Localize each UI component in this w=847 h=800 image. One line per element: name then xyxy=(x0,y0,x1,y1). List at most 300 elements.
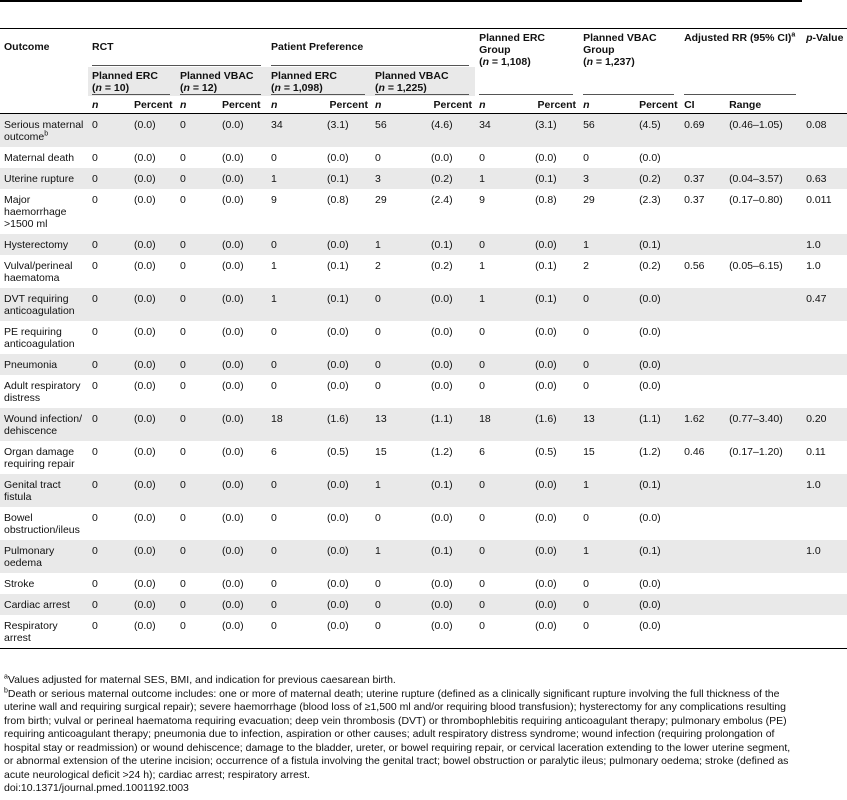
cell-grp-vbac-n: 13 xyxy=(579,408,635,441)
header-planned-vbac-group xyxy=(579,29,680,97)
table-row xyxy=(0,375,847,408)
cell-grp-erc-pct: (0.0) xyxy=(531,615,579,649)
cell-grp-vbac-n: 15 xyxy=(579,441,635,474)
cell-grp-vbac-pct: (0.1) xyxy=(635,474,680,507)
row-outcome xyxy=(0,147,88,168)
header-n-italic: n xyxy=(482,56,489,68)
cell-grp-erc-pct: (0.5) xyxy=(531,441,579,474)
cell-rct-vbac-n: 0 xyxy=(176,234,218,255)
row-outcome-label: Bowel obstruction/ileus xyxy=(4,512,80,536)
cell-rct-erc-n: 0 xyxy=(88,507,130,540)
cell-pp-vbac-pct: (0.0) xyxy=(427,507,475,540)
header-percent: Percent xyxy=(323,96,371,114)
header-n-italic: n xyxy=(375,99,382,111)
footnote-b-mark: b xyxy=(4,687,8,694)
header-range: Range xyxy=(725,96,802,114)
cell-grp-vbac-n: 0 xyxy=(579,354,635,375)
table-row xyxy=(0,594,847,615)
cell-pp-erc-pct: (0.0) xyxy=(323,147,371,168)
cell-rct-erc-pct: (0.0) xyxy=(130,168,176,189)
cell-rr-ci: 0.46 xyxy=(680,441,725,474)
cell-rr-ci xyxy=(680,594,725,615)
cell-grp-erc-pct: (0.0) xyxy=(531,375,579,408)
cell-grp-erc-n: 1 xyxy=(475,168,531,189)
cell-rr-ci xyxy=(680,375,725,408)
cell-pp-vbac-n: 0 xyxy=(371,321,427,354)
header-n xyxy=(475,96,531,114)
header-n-italic: n xyxy=(586,56,593,68)
cell-rct-vbac-pct: (0.0) xyxy=(218,189,267,234)
cell-grp-erc-n: 0 xyxy=(475,573,531,594)
cell-rct-erc-n: 0 xyxy=(88,375,130,408)
header-rct-planned-vbac xyxy=(176,67,267,96)
cell-pp-erc-n: 1 xyxy=(267,288,323,321)
cell-pp-erc-pct: (0.0) xyxy=(323,594,371,615)
cell-grp-erc-n: 0 xyxy=(475,615,531,649)
row-outcome-label: Organ damage requiring repair xyxy=(4,446,75,470)
cell-pp-erc-n: 0 xyxy=(267,540,323,573)
cell-grp-erc-n: 1 xyxy=(475,255,531,288)
cell-rct-erc-pct: (0.0) xyxy=(130,234,176,255)
cell-rr-ci xyxy=(680,234,725,255)
cell-rr-ci: 1.62 xyxy=(680,408,725,441)
cell-pp-vbac-pct: (1.2) xyxy=(427,441,475,474)
cell-rct-vbac-pct: (0.0) xyxy=(218,288,267,321)
table-row xyxy=(0,540,847,573)
cell-p-value xyxy=(802,375,847,408)
cell-pp-vbac-pct: (0.1) xyxy=(427,540,475,573)
header-n-italic: n xyxy=(479,99,486,111)
cell-p-value xyxy=(802,594,847,615)
cell-rr-ci xyxy=(680,615,725,649)
header-n-value: = 1,098) xyxy=(280,82,323,94)
header-label: Planned VBAC xyxy=(180,70,254,82)
cell-grp-vbac-n: 0 xyxy=(579,288,635,321)
cell-pp-vbac-pct: (0.0) xyxy=(427,321,475,354)
cell-pp-erc-n: 0 xyxy=(267,573,323,594)
row-outcome xyxy=(0,474,88,507)
header-percent: Percent xyxy=(130,96,176,114)
row-outcome xyxy=(0,321,88,354)
cell-rct-vbac-pct: (0.0) xyxy=(218,375,267,408)
cell-pp-vbac-pct: (0.0) xyxy=(427,573,475,594)
header-percent: Percent xyxy=(218,96,267,114)
cell-grp-erc-n: 6 xyxy=(475,441,531,474)
header-row-3 xyxy=(0,96,847,114)
table-row xyxy=(0,234,847,255)
cell-rct-erc-n: 0 xyxy=(88,441,130,474)
table-top-rule xyxy=(0,0,802,2)
table-row xyxy=(0,168,847,189)
cell-grp-erc-n: 0 xyxy=(475,507,531,540)
cell-grp-erc-pct: (0.0) xyxy=(531,507,579,540)
header-planned-erc-group-label: Planned ERC Group xyxy=(479,32,545,56)
cell-rr-range: (0.77–3.40) xyxy=(725,408,802,441)
cell-p-value: 0.08 xyxy=(802,114,847,148)
cell-grp-erc-pct: (0.1) xyxy=(531,255,579,288)
cell-pp-vbac-pct: (0.0) xyxy=(427,147,475,168)
cell-rct-vbac-pct: (0.0) xyxy=(218,594,267,615)
cell-pp-erc-pct: (0.0) xyxy=(323,507,371,540)
row-outcome-label: Hysterectomy xyxy=(4,239,69,251)
cell-pp-erc-pct: (0.0) xyxy=(323,540,371,573)
cell-p-value xyxy=(802,354,847,375)
cell-pp-vbac-n: 0 xyxy=(371,375,427,408)
cell-pp-vbac-pct: (0.2) xyxy=(427,255,475,288)
cell-grp-vbac-n: 1 xyxy=(579,474,635,507)
cell-pp-erc-pct: (0.8) xyxy=(323,189,371,234)
cell-grp-vbac-pct: (4.5) xyxy=(635,114,680,148)
cell-rct-vbac-n: 0 xyxy=(176,540,218,573)
cell-grp-vbac-n: 0 xyxy=(579,147,635,168)
cell-pp-vbac-n: 0 xyxy=(371,615,427,649)
cell-rr-ci: 0.56 xyxy=(680,255,725,288)
cell-rct-vbac-pct: (0.0) xyxy=(218,474,267,507)
header-pp-planned-erc xyxy=(267,67,371,96)
cell-grp-vbac-n: 0 xyxy=(579,573,635,594)
cell-rct-erc-n: 0 xyxy=(88,573,130,594)
cell-grp-vbac-n: 0 xyxy=(579,321,635,354)
cell-grp-erc-n: 0 xyxy=(475,234,531,255)
cell-rr-range xyxy=(725,321,802,354)
header-n-open: ( xyxy=(271,82,275,94)
cell-p-value: 1.0 xyxy=(802,540,847,573)
cell-rr-range: (0.04–3.57) xyxy=(725,168,802,189)
cell-grp-erc-n: 0 xyxy=(475,375,531,408)
cell-rr-range xyxy=(725,147,802,168)
header-planned-erc-group xyxy=(475,29,579,97)
cell-pp-erc-pct: (0.1) xyxy=(323,255,371,288)
cell-rct-erc-n: 0 xyxy=(88,474,130,507)
cell-pp-erc-n: 0 xyxy=(267,354,323,375)
header-n-open: ( xyxy=(180,82,184,94)
cell-pp-erc-pct: (0.0) xyxy=(323,234,371,255)
cell-grp-vbac-pct: (0.1) xyxy=(635,234,680,255)
cell-p-value xyxy=(802,573,847,594)
cell-rct-vbac-n: 0 xyxy=(176,288,218,321)
header-p-italic: p xyxy=(806,32,813,44)
cell-rr-ci xyxy=(680,573,725,594)
cell-rr-range xyxy=(725,594,802,615)
cell-rct-vbac-pct: (0.0) xyxy=(218,540,267,573)
cell-p-value: 1.0 xyxy=(802,234,847,255)
cell-rr-ci xyxy=(680,147,725,168)
cell-grp-vbac-n: 1 xyxy=(579,234,635,255)
cell-rct-vbac-pct: (0.0) xyxy=(218,147,267,168)
table-row xyxy=(0,147,847,168)
cell-rct-vbac-n: 0 xyxy=(176,114,218,148)
row-outcome-label: Uterine rupture xyxy=(4,173,75,185)
cell-grp-vbac-pct: (0.0) xyxy=(635,507,680,540)
cell-grp-vbac-pct: (0.0) xyxy=(635,615,680,649)
cell-p-value xyxy=(802,147,847,168)
cell-pp-erc-n: 0 xyxy=(267,474,323,507)
header-outcome: Outcome xyxy=(0,29,88,114)
cell-pp-erc-n: 18 xyxy=(267,408,323,441)
header-n-italic: n xyxy=(378,82,385,94)
footnote-a xyxy=(4,674,800,688)
cell-rct-vbac-n: 0 xyxy=(176,408,218,441)
header-n-italic: n xyxy=(180,99,187,111)
cell-pp-erc-n: 0 xyxy=(267,594,323,615)
cell-grp-erc-n: 0 xyxy=(475,147,531,168)
table-row xyxy=(0,507,847,540)
row-outcome xyxy=(0,375,88,408)
cell-grp-vbac-pct: (0.0) xyxy=(635,375,680,408)
header-n-open: ( xyxy=(479,56,483,68)
cell-grp-erc-pct: (0.1) xyxy=(531,288,579,321)
table-row xyxy=(0,255,847,288)
cell-rct-erc-pct: (0.0) xyxy=(130,321,176,354)
cell-rr-range: (0.46–1.05) xyxy=(725,114,802,148)
header-n-value: = 1,108) xyxy=(488,56,531,68)
cell-rct-vbac-n: 0 xyxy=(176,168,218,189)
cell-pp-vbac-pct: (0.0) xyxy=(427,594,475,615)
cell-rct-vbac-pct: (0.0) xyxy=(218,408,267,441)
header-n-value: = 10) xyxy=(101,82,130,94)
cell-pp-vbac-n: 1 xyxy=(371,234,427,255)
header-label: Planned ERC xyxy=(92,70,158,82)
cell-p-value: 1.0 xyxy=(802,474,847,507)
cell-rct-erc-pct: (0.0) xyxy=(130,573,176,594)
cell-pp-erc-pct: (0.5) xyxy=(323,441,371,474)
header-n-value: = 1,225) xyxy=(384,82,427,94)
cell-rr-ci xyxy=(680,540,725,573)
cell-rct-erc-n: 0 xyxy=(88,234,130,255)
row-outcome-label: PE requiring anticoagulation xyxy=(4,326,75,350)
cell-pp-vbac-pct: (2.4) xyxy=(427,189,475,234)
cell-pp-vbac-n: 1 xyxy=(371,540,427,573)
cell-grp-vbac-n: 56 xyxy=(579,114,635,148)
cell-rct-erc-n: 0 xyxy=(88,168,130,189)
cell-rr-range: (0.17–0.80) xyxy=(725,189,802,234)
cell-rct-erc-n: 0 xyxy=(88,321,130,354)
cell-rct-vbac-n: 0 xyxy=(176,189,218,234)
cell-grp-vbac-n: 0 xyxy=(579,507,635,540)
header-n-open: ( xyxy=(375,82,379,94)
cell-pp-erc-pct: (0.0) xyxy=(323,354,371,375)
cell-pp-vbac-n: 0 xyxy=(371,354,427,375)
cell-p-value xyxy=(802,615,847,649)
cell-pp-vbac-n: 0 xyxy=(371,288,427,321)
cell-pp-vbac-pct: (0.1) xyxy=(427,474,475,507)
row-outcome xyxy=(0,441,88,474)
cell-pp-erc-n: 0 xyxy=(267,234,323,255)
table-row xyxy=(0,189,847,234)
cell-grp-vbac-pct: (0.0) xyxy=(635,288,680,321)
cell-pp-vbac-n: 3 xyxy=(371,168,427,189)
cell-pp-erc-pct: (0.1) xyxy=(323,168,371,189)
row-outcome-label: Vulval/perineal haematoma xyxy=(4,260,73,284)
cell-rct-erc-pct: (0.0) xyxy=(130,408,176,441)
cell-rct-erc-pct: (0.0) xyxy=(130,594,176,615)
header-rct-planned-erc xyxy=(88,67,176,96)
header-percent: Percent xyxy=(635,96,680,114)
header-row-1 xyxy=(0,29,847,68)
header-rct: RCT xyxy=(88,29,267,68)
cell-grp-erc-pct: (0.0) xyxy=(531,474,579,507)
cell-grp-erc-n: 0 xyxy=(475,594,531,615)
cell-pp-erc-n: 1 xyxy=(267,168,323,189)
cell-pp-erc-n: 34 xyxy=(267,114,323,148)
cell-rct-vbac-n: 0 xyxy=(176,474,218,507)
cell-grp-vbac-pct: (2.3) xyxy=(635,189,680,234)
header-n-open: ( xyxy=(92,82,96,94)
cell-pp-vbac-n: 0 xyxy=(371,594,427,615)
footnote-a-text: Values adjusted for maternal SES, BMI, and indication for previous caesarean birth. xyxy=(7,674,396,686)
cell-rr-range xyxy=(725,540,802,573)
footnote-b-text: Death or serious maternal outcome includes: one or more of maternal death; uterine rupture (defined as a clinically significant rupture involving the full thickness of the uterine wall and requiring surgical repair); severe haemorrhage (blood loss of ≥1,500 ml and/or requiring blood transfusion); hysterectomy for any complications resulting from birth; vulval or perineal haematoma requiring evacuation; deep vein thrombosis (DVT) or thrombophlebitis requiring anticoagulant therapy; pulmonary embolus (PE) requiring anticoagulant therapy; pneumonia due to infection, aspiration or other causes; adult respiratory distress syndrome; wound infection (requiring prolongation of hospital stay or readmission) or wound dehiscence; damage to the bladder, ureter, or bowel requiring repair, or cervical laceration extending to the lower uterine segment, or abnormal extension of the uterine incision; occurrence of a fistula involving the genital tract; bowel obstruction or paralytic ileus; pulmonary oedema; stroke (defined as acute neurological deficit >24 h); cardiac arrest; respiratory arrest. xyxy=(4,687,791,781)
cell-pp-erc-n: 0 xyxy=(267,321,323,354)
header-percent: Percent xyxy=(531,96,579,114)
cell-pp-vbac-n: 1 xyxy=(371,474,427,507)
row-outcome-label: Pulmonary oedema xyxy=(4,545,55,569)
cell-pp-erc-pct: (3.1) xyxy=(323,114,371,148)
cell-rct-vbac-n: 0 xyxy=(176,354,218,375)
cell-grp-vbac-pct: (0.0) xyxy=(635,147,680,168)
row-outcome-label: Genital tract fistula xyxy=(4,479,61,503)
cell-grp-erc-pct: (3.1) xyxy=(531,114,579,148)
cell-rct-vbac-pct: (0.0) xyxy=(218,114,267,148)
row-outcome xyxy=(0,114,88,148)
cell-rct-erc-pct: (0.0) xyxy=(130,474,176,507)
header-n xyxy=(176,96,218,114)
cell-grp-erc-pct: (0.1) xyxy=(531,168,579,189)
cell-grp-erc-n: 34 xyxy=(475,114,531,148)
cell-rct-erc-pct: (0.0) xyxy=(130,147,176,168)
cell-grp-erc-pct: (0.0) xyxy=(531,540,579,573)
cell-pp-vbac-pct: (0.0) xyxy=(427,354,475,375)
cell-rr-range xyxy=(725,234,802,255)
cell-rct-erc-n: 0 xyxy=(88,615,130,649)
row-outcome-label: DVT requiring anticoagulation xyxy=(4,293,75,317)
cell-rct-vbac-n: 0 xyxy=(176,321,218,354)
cell-rct-erc-pct: (0.0) xyxy=(130,441,176,474)
cell-rct-erc-n: 0 xyxy=(88,408,130,441)
cell-rr-range xyxy=(725,615,802,649)
cell-pp-vbac-n: 0 xyxy=(371,507,427,540)
cell-p-value: 0.20 xyxy=(802,408,847,441)
cell-rct-vbac-pct: (0.0) xyxy=(218,168,267,189)
cell-p-value: 0.47 xyxy=(802,288,847,321)
row-outcome-label: Wound infection/ dehiscence xyxy=(4,413,83,437)
table-row xyxy=(0,114,847,148)
cell-grp-vbac-pct: (0.2) xyxy=(635,168,680,189)
cell-pp-erc-pct: (0.0) xyxy=(323,321,371,354)
cell-pp-erc-pct: (0.0) xyxy=(323,375,371,408)
cell-grp-vbac-n: 1 xyxy=(579,540,635,573)
table-row xyxy=(0,288,847,321)
cell-pp-erc-pct: (0.1) xyxy=(323,288,371,321)
cell-rct-vbac-n: 0 xyxy=(176,375,218,408)
row-outcome xyxy=(0,408,88,441)
cell-pp-vbac-n: 0 xyxy=(371,147,427,168)
cell-pp-erc-pct: (0.0) xyxy=(323,615,371,649)
cell-pp-vbac-n: 0 xyxy=(371,573,427,594)
cell-grp-vbac-n: 29 xyxy=(579,189,635,234)
cell-pp-vbac-n: 13 xyxy=(371,408,427,441)
cell-rct-erc-pct: (0.0) xyxy=(130,189,176,234)
cell-grp-erc-pct: (0.0) xyxy=(531,147,579,168)
cell-rr-range xyxy=(725,354,802,375)
cell-pp-erc-pct: (0.0) xyxy=(323,573,371,594)
header-label: Planned VBAC xyxy=(375,70,449,82)
header-n-italic: n xyxy=(271,99,278,111)
cell-p-value: 0.11 xyxy=(802,441,847,474)
table-row xyxy=(0,573,847,594)
footnote-mark-b: b xyxy=(44,130,49,138)
table-row xyxy=(0,408,847,441)
cell-rct-vbac-n: 0 xyxy=(176,615,218,649)
header-adjusted-rr xyxy=(680,29,802,97)
row-outcome-label: Serious maternal outcome xyxy=(4,119,84,143)
header-n-italic: n xyxy=(92,99,99,111)
header-n-value: = 1,237) xyxy=(592,56,635,68)
row-outcome-label: Cardiac arrest xyxy=(4,599,70,611)
cell-pp-erc-n: 0 xyxy=(267,615,323,649)
cell-rct-erc-pct: (0.0) xyxy=(130,507,176,540)
cell-pp-erc-n: 0 xyxy=(267,507,323,540)
row-outcome xyxy=(0,354,88,375)
cell-p-value xyxy=(802,321,847,354)
cell-p-value: 0.63 xyxy=(802,168,847,189)
cell-rct-erc-pct: (0.0) xyxy=(130,288,176,321)
footnote-mark-a: a xyxy=(791,31,796,39)
cell-grp-erc-pct: (0.0) xyxy=(531,234,579,255)
cell-grp-vbac-pct: (0.0) xyxy=(635,594,680,615)
header-percent: Percent xyxy=(427,96,475,114)
row-outcome xyxy=(0,540,88,573)
cell-grp-erc-pct: (0.0) xyxy=(531,594,579,615)
cell-pp-vbac-pct: (1.1) xyxy=(427,408,475,441)
cell-rct-vbac-n: 0 xyxy=(176,573,218,594)
table-footnotes xyxy=(4,674,800,796)
cell-rct-vbac-pct: (0.0) xyxy=(218,441,267,474)
cell-pp-vbac-pct: (0.0) xyxy=(427,615,475,649)
cell-grp-vbac-n: 0 xyxy=(579,375,635,408)
header-n xyxy=(371,96,427,114)
table-row xyxy=(0,615,847,649)
header-n-italic: n xyxy=(95,82,102,94)
footnote-b xyxy=(4,688,800,783)
cell-pp-vbac-n: 15 xyxy=(371,441,427,474)
cell-rct-erc-pct: (0.0) xyxy=(130,255,176,288)
cell-grp-vbac-pct: (0.1) xyxy=(635,540,680,573)
cell-rr-ci: 0.37 xyxy=(680,189,725,234)
cell-rr-ci xyxy=(680,474,725,507)
cell-rct-vbac-pct: (0.0) xyxy=(218,507,267,540)
cell-rct-vbac-pct: (0.0) xyxy=(218,255,267,288)
cell-grp-vbac-pct: (0.2) xyxy=(635,255,680,288)
cell-pp-vbac-n: 29 xyxy=(371,189,427,234)
cell-rct-erc-pct: (0.0) xyxy=(130,354,176,375)
cell-rct-erc-pct: (0.0) xyxy=(130,375,176,408)
row-outcome-label: Major haemorrhage >1500 ml xyxy=(4,194,67,230)
header-adjusted-rr-label: Adjusted RR (95% CI) xyxy=(684,32,792,44)
cell-grp-vbac-n: 0 xyxy=(579,594,635,615)
cell-grp-vbac-pct: (0.0) xyxy=(635,321,680,354)
cell-rct-vbac-pct: (0.0) xyxy=(218,234,267,255)
table-row xyxy=(0,474,847,507)
cell-grp-vbac-pct: (0.0) xyxy=(635,354,680,375)
cell-rct-vbac-n: 0 xyxy=(176,507,218,540)
cell-rr-range xyxy=(725,507,802,540)
header-planned-vbac-group-label: Planned VBAC Group xyxy=(583,32,657,56)
cell-pp-vbac-pct: (0.1) xyxy=(427,234,475,255)
header-n xyxy=(267,96,323,114)
cell-p-value xyxy=(802,507,847,540)
cell-rct-vbac-pct: (0.0) xyxy=(218,321,267,354)
